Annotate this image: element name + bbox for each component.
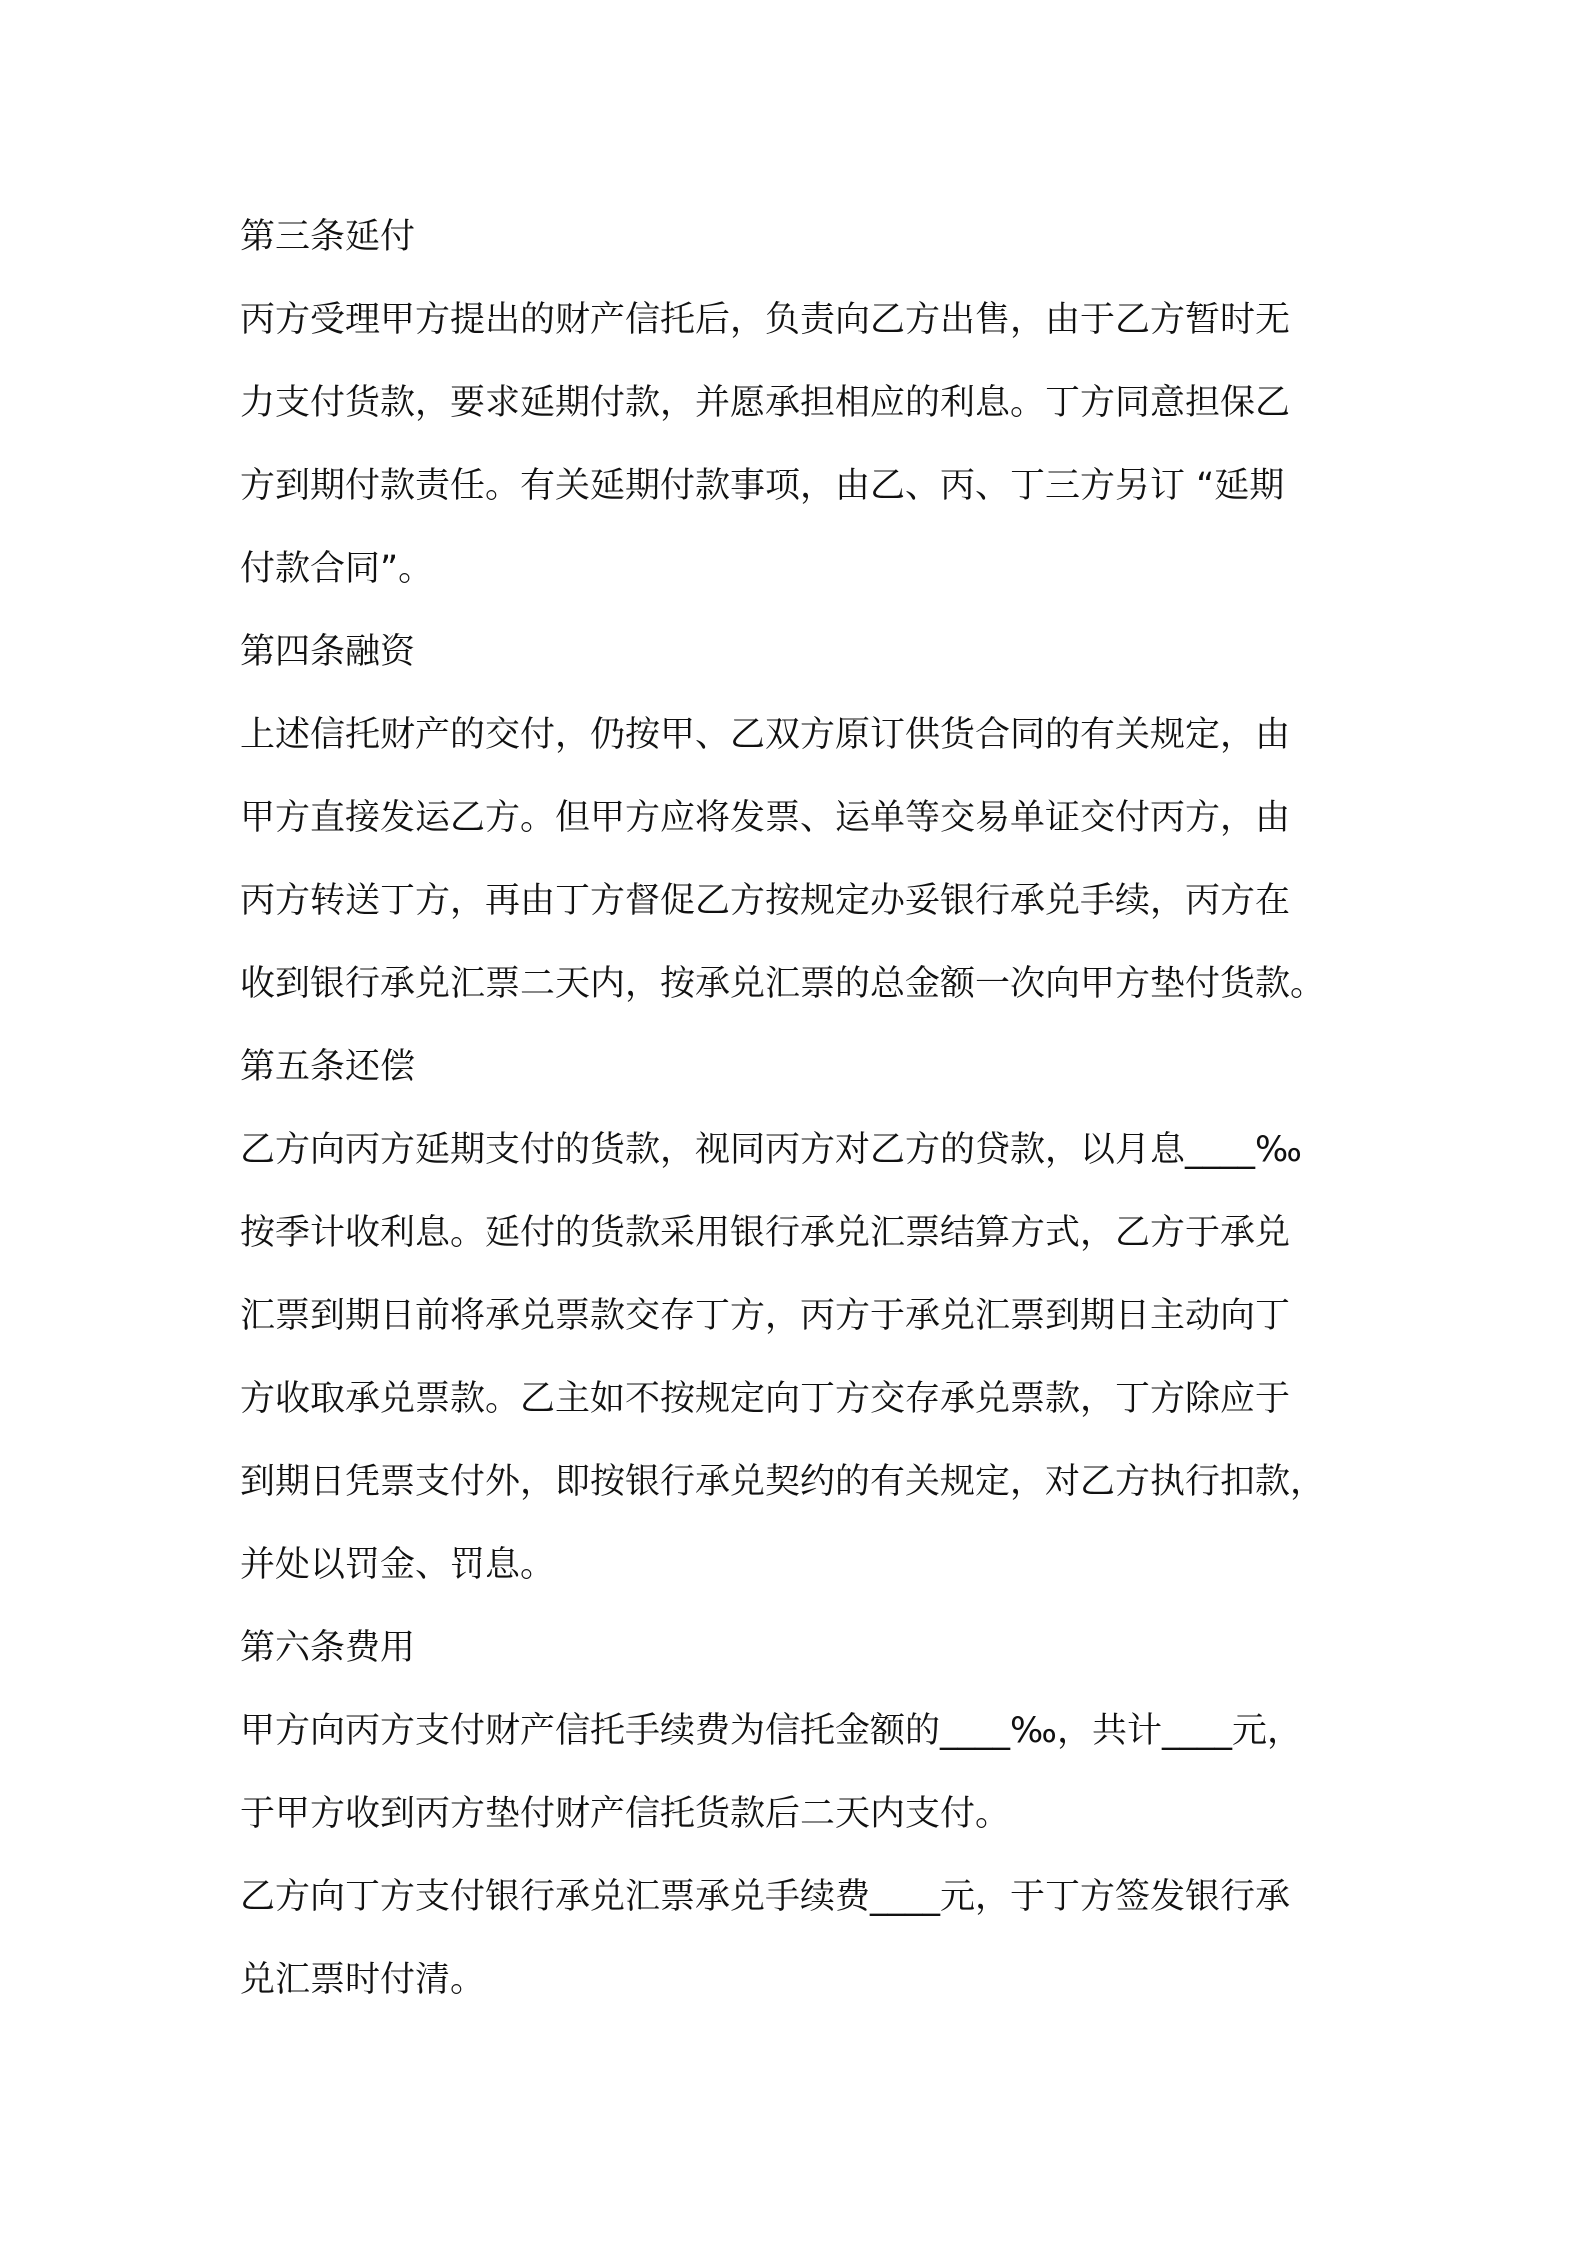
section-heading-article-6: 第六条费用 — [240, 1628, 416, 1668]
text-line: 方收取承兑票款。乙主如不按规定向丁方交存承兑票款，丁方除应于 — [240, 1379, 1291, 1419]
paragraph-article-6-fees-b — [240, 1856, 1370, 2022]
text-line: 收到银行承兑汇票二天内，按承兑汇票的总金额一次向甲方垫付货款。 — [240, 964, 1326, 1004]
text-line: 方到期付款责任。有关延期付款事项，由乙、丙、丁三方另订 “延期 — [240, 466, 1285, 506]
text-line: 乙方向丙方延期支付的货款，视同丙方对乙方的贷款，以月息____‰ — [240, 1130, 1302, 1170]
text-line: 乙方向丁方支付银行承兑汇票承兑手续费____元，于丁方签发银行承 — [240, 1877, 1291, 1917]
text-line: 并处以罚金、罚息。 — [240, 1545, 556, 1585]
text-line: 甲方向丙方支付财产信托手续费为信托金额的____‰，共计____元， — [240, 1711, 1302, 1751]
text-line: 丙方转送丁方，再由丁方督促乙方按规定办妥银行承兑手续，丙方在 — [240, 881, 1291, 921]
document-body — [240, 196, 1370, 2022]
text-line: 汇票到期日前将承兑票款交存丁方，丙方于承兑汇票到期日主动向丁 — [240, 1296, 1291, 1336]
text-line: 兑汇票时付清。 — [240, 1960, 486, 2000]
section-heading-article-5: 第五条还偿 — [240, 1047, 416, 1087]
text-line: 上述信托财产的交付，仍按甲、乙双方原订供货合同的有关规定，由 — [240, 715, 1291, 755]
paragraph-article-6-fees-a — [240, 1690, 1370, 1856]
text-line: 到期日凭票支付外，即按银行承兑契约的有关规定，对乙方执行扣款， — [240, 1462, 1326, 1502]
section-heading-article-3: 第三条延付 — [240, 217, 416, 257]
paragraph-article-3 — [240, 279, 1370, 611]
text-line: 于甲方收到丙方垫付财产信托货款后二天内支付。 — [240, 1794, 1011, 1834]
text-line: 按季计收利息。延付的货款采用银行承兑汇票结算方式，乙方于承兑 — [240, 1213, 1291, 1253]
section-heading-article-4: 第四条融资 — [240, 632, 416, 672]
text-line: 甲方直接发运乙方。但甲方应将发票、运单等交易单证交付丙方，由 — [240, 798, 1291, 838]
paragraph-article-5 — [240, 1109, 1370, 1607]
text-line: 付款合同”。 — [240, 549, 434, 589]
text-line: 力支付货款，要求延期付款，并愿承担相应的利息。丁方同意担保乙 — [240, 383, 1291, 423]
text-line: 丙方受理甲方提出的财产信托后，负责向乙方出售，由于乙方暂时无 — [240, 300, 1291, 340]
paragraph-article-4 — [240, 694, 1370, 1026]
